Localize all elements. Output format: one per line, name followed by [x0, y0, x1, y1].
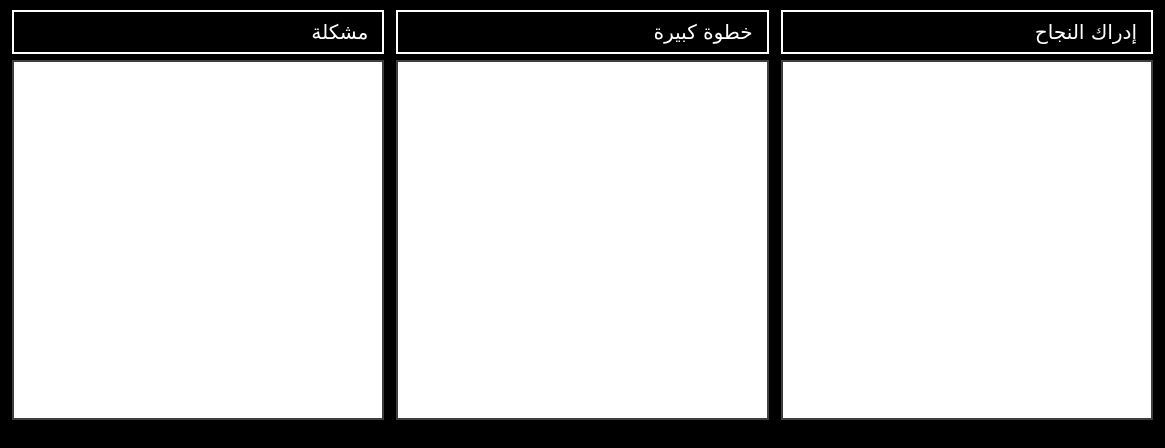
- card-list: [783, 62, 1151, 418]
- column-title: مشكلة: [311, 20, 369, 44]
- column-body-problem[interactable]: [12, 60, 384, 420]
- card-list: [398, 62, 766, 418]
- column-body-success[interactable]: [781, 60, 1153, 420]
- column-body-big-step[interactable]: [396, 60, 768, 420]
- board-column: [781, 10, 1153, 420]
- column-header-success[interactable]: [781, 10, 1153, 54]
- column-header-problem[interactable]: [12, 10, 384, 54]
- board-column: [12, 10, 384, 420]
- column-header-big-step[interactable]: [396, 10, 768, 54]
- column-title: إدراك النجاح: [1034, 20, 1137, 44]
- column-title: خطوة كبيرة: [653, 20, 753, 44]
- board-column: [396, 10, 768, 420]
- card-list: [14, 62, 382, 418]
